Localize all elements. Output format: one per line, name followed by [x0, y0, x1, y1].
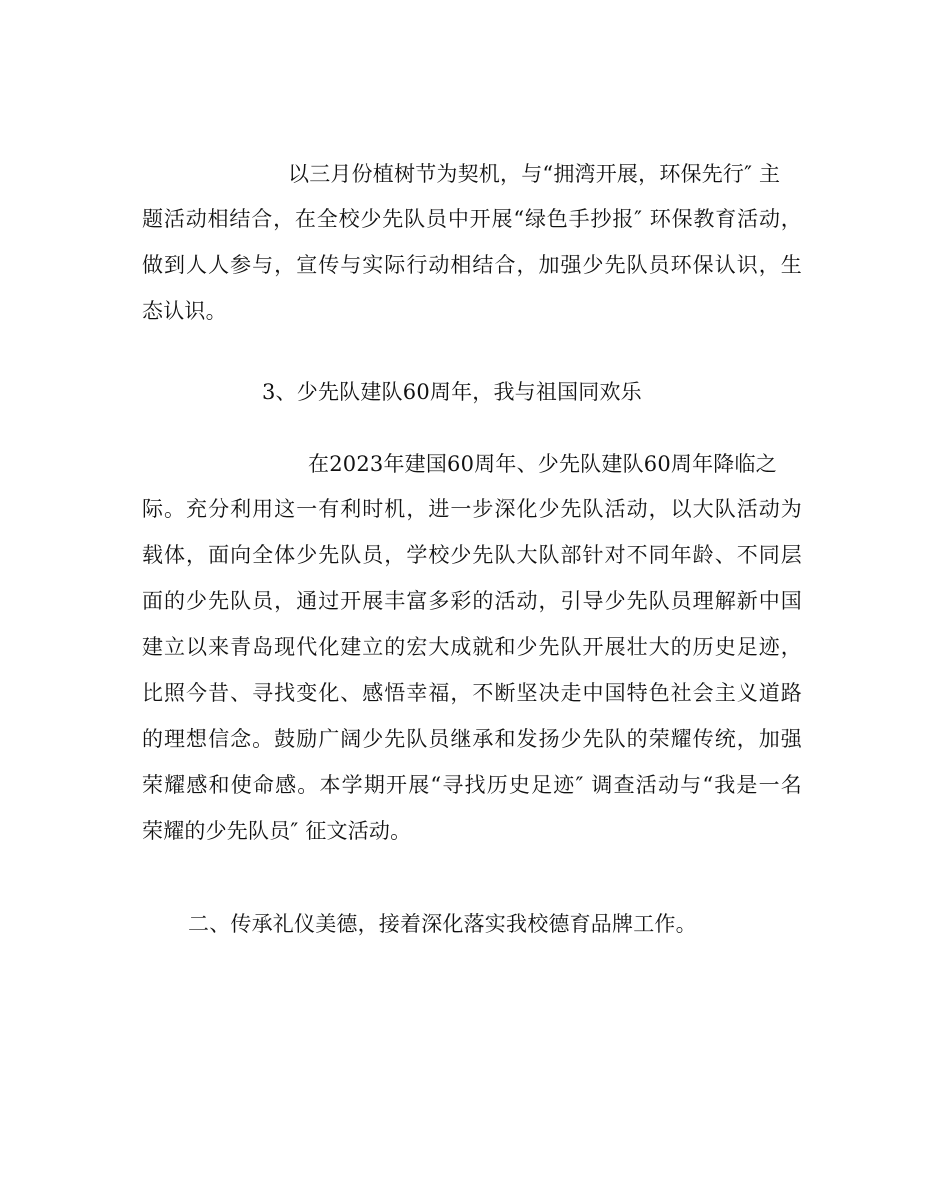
- paragraph-2-line-8: 荣耀感和使命感。本学期开展“寻找历史足迹″ 调查活动与“我是一名: [142, 773, 802, 797]
- paragraph-1-line-2: 题活动相结合，在全校少先队员中开展“绿色手抄报″ 环保教育活动，: [142, 207, 802, 231]
- paragraph-1-line-4: 态认识。: [142, 299, 227, 323]
- section-heading-2: 二、传承礼仪美德，接着深化落实我校德育品牌工作。: [188, 912, 697, 936]
- paragraph-2-line-3: 载体，面向全体少先队员，学校少先队大队部针对不同年龄、不同层: [142, 543, 802, 567]
- paragraph-2-line-2: 际。充分利用这一有利时机，进一步深化少先队活动，以大队活动为: [142, 497, 802, 521]
- section-heading-3: 3、少先队建队60周年，我与祖国同欢乐: [262, 380, 642, 404]
- paragraph-2-line-5: 建立以来青岛现代化建立的宏大成就和少先队开展壮大的历史足迹，: [142, 635, 802, 659]
- paragraph-2-line-4: 面的少先队员，通过开展丰富多彩的活动，引导少先队员理解新中国: [142, 589, 802, 613]
- paragraph-2-line-7: 的理想信念。鼓励广阔少先队员继承和发扬少先队的荣耀传统，加强: [142, 727, 802, 751]
- paragraph-2-line-9: 荣耀的少先队员″ 征文活动。: [142, 819, 412, 843]
- paragraph-2-line-1: 在2023年建国60周年、少先队建队60周年降临之: [308, 452, 777, 476]
- paragraph-1-line-3: 做到人人参与，宣传与实际行动相结合，加强少先队员环保认识，生: [142, 253, 802, 277]
- paragraph-1-line-1: 以三月份植树节为契机，与“拥湾开展，环保先行″ 主: [288, 162, 781, 186]
- paragraph-2-line-6: 比照今昔、寻找变化、感悟幸福，不断坚决走中国特色社会主义道路: [142, 681, 802, 705]
